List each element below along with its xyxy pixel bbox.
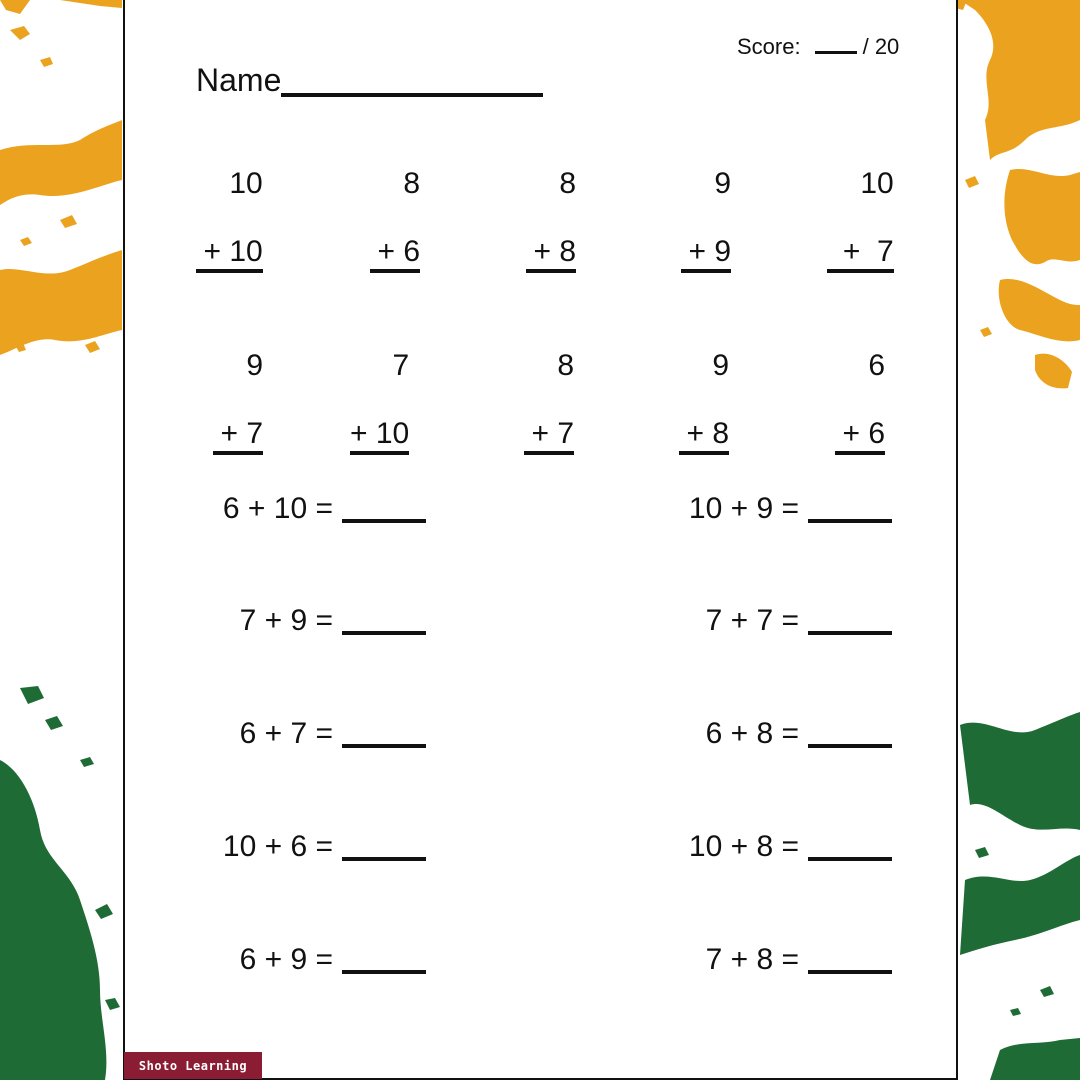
problem-addend: + 7 bbox=[827, 235, 894, 273]
horizontal-problem bbox=[223, 492, 426, 526]
score-total: / 20 bbox=[862, 34, 900, 59]
answer-blank[interactable] bbox=[808, 960, 892, 974]
horizontal-problem bbox=[689, 492, 892, 526]
problem-addend: + 10 bbox=[350, 417, 409, 455]
problem-top-number: 8 bbox=[557, 349, 575, 382]
problem-top-number: 9 bbox=[714, 167, 732, 200]
score-label: Score: bbox=[737, 34, 801, 59]
problem-addend: + 8 bbox=[526, 235, 576, 273]
problem-expression: 7 + 9 = bbox=[239, 604, 333, 637]
vertical-problem bbox=[681, 133, 731, 341]
answer-blank[interactable] bbox=[342, 621, 426, 635]
problem-top-number: 8 bbox=[559, 167, 577, 200]
problem-top-number: 7 bbox=[392, 349, 410, 382]
problem-addend: + 9 bbox=[681, 235, 731, 273]
horizontal-problem bbox=[706, 943, 892, 977]
vertical-problem bbox=[370, 133, 420, 341]
vertical-problem bbox=[524, 315, 574, 523]
name-field bbox=[196, 62, 543, 99]
problem-expression: 6 + 10 = bbox=[222, 492, 333, 525]
answer-blank[interactable] bbox=[342, 847, 426, 861]
answer-blank[interactable] bbox=[342, 960, 426, 974]
problem-top-number: 9 bbox=[246, 349, 264, 382]
name-label: Name bbox=[196, 62, 282, 98]
problem-addend: + 7 bbox=[213, 417, 263, 455]
problem-addend: + 7 bbox=[524, 417, 574, 455]
problem-expression: 10 + 6 = bbox=[222, 830, 333, 863]
problem-top-number: 8 bbox=[403, 167, 421, 200]
problem-addend: + 6 bbox=[370, 235, 420, 273]
problem-expression: 7 + 8 = bbox=[705, 943, 799, 976]
problem-top-number: 10 bbox=[229, 167, 263, 200]
problem-expression: 7 + 7 = bbox=[705, 604, 799, 637]
name-blank[interactable] bbox=[281, 93, 543, 97]
answer-blank[interactable] bbox=[808, 509, 892, 523]
horizontal-problem bbox=[240, 717, 426, 751]
vertical-problem bbox=[196, 133, 263, 341]
answer-blank[interactable] bbox=[808, 847, 892, 861]
brand-tag: Shoto Learning bbox=[124, 1052, 262, 1079]
problem-addend: + 6 bbox=[835, 417, 885, 455]
problem-addend: + 8 bbox=[679, 417, 729, 455]
problem-top-number: 9 bbox=[712, 349, 730, 382]
vertical-problem bbox=[827, 133, 894, 341]
horizontal-problem bbox=[706, 604, 892, 638]
problem-expression: 6 + 9 = bbox=[239, 943, 333, 976]
horizontal-problem bbox=[240, 604, 426, 638]
problem-top-number: 6 bbox=[868, 349, 886, 382]
answer-blank[interactable] bbox=[808, 734, 892, 748]
answer-blank[interactable] bbox=[808, 621, 892, 635]
problem-expression: 10 + 8 = bbox=[688, 830, 799, 863]
horizontal-problem bbox=[240, 943, 426, 977]
vertical-problem bbox=[526, 133, 576, 341]
problem-addend: + 10 bbox=[196, 235, 263, 273]
horizontal-problem bbox=[706, 717, 892, 751]
score-field bbox=[737, 33, 899, 60]
answer-blank[interactable] bbox=[342, 509, 426, 523]
problem-expression: 6 + 8 = bbox=[705, 717, 799, 750]
answer-blank[interactable] bbox=[342, 734, 426, 748]
horizontal-problem bbox=[689, 830, 892, 864]
problem-expression: 6 + 7 = bbox=[239, 717, 333, 750]
problem-top-number: 10 bbox=[860, 167, 894, 200]
problem-expression: 10 + 9 = bbox=[688, 492, 799, 525]
score-blank[interactable] bbox=[815, 33, 857, 54]
horizontal-problem bbox=[223, 830, 426, 864]
